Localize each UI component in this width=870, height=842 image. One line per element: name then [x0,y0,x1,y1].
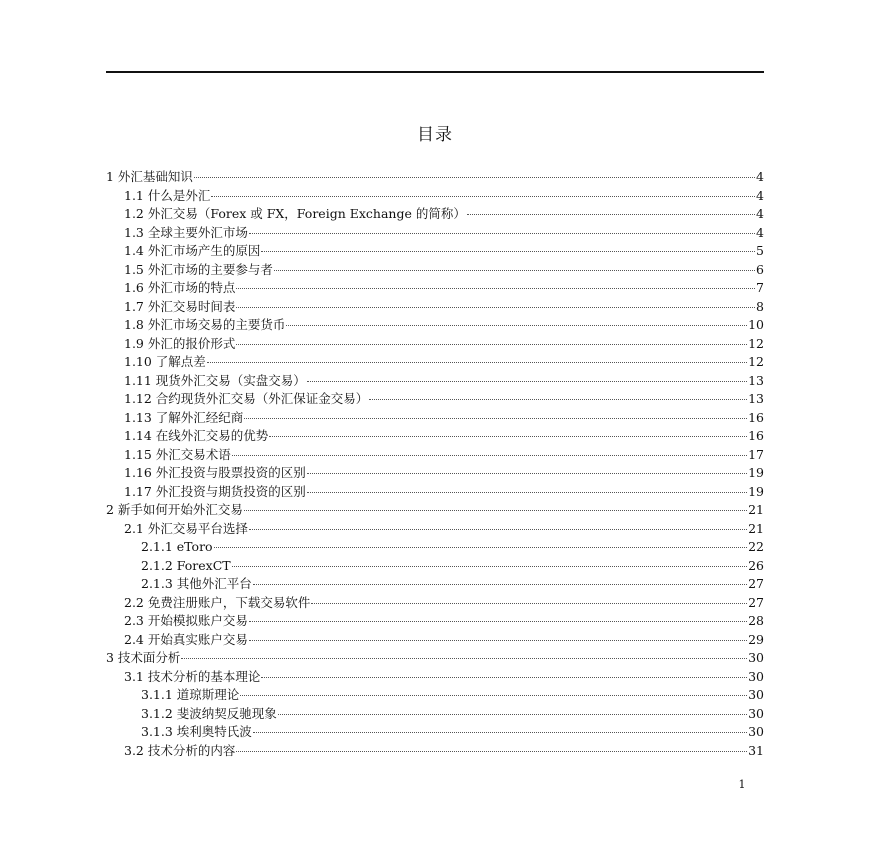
toc-entry-title: 1.6 外汇市场的特点 [124,280,236,295]
toc-entry-title: 3.1 技术分析的基本理论 [124,668,261,684]
toc-entry-page: 31 [748,742,764,758]
toc-entry-title: 3 技术面分析 [106,650,181,665]
dot-leader [194,177,755,178]
dot-leader [249,529,747,530]
toc-entry[interactable] [124,224,764,243]
toc-entry[interactable] [124,520,764,539]
toc-entry[interactable] [124,390,764,409]
toc-entry-page: 8 [756,298,764,314]
toc-entry-page: 7 [756,280,764,295]
toc-entry[interactable] [124,742,764,761]
toc-entry-title: 2.2 免费注册账户，下载交易软件 [124,594,311,610]
toc-entry[interactable] [141,686,764,705]
toc-entry-page: 30 [748,724,764,739]
dot-leader [307,492,747,493]
toc-entry-page: 30 [748,705,764,721]
toc-entry[interactable] [124,464,764,483]
toc-entry-page: 30 [748,650,764,665]
dot-leader [307,473,747,474]
dot-leader [214,547,748,548]
toc-entry-page: 13 [748,391,764,406]
dot-leader [261,251,755,252]
dot-leader [211,196,755,197]
dot-leader [307,381,747,382]
toc-entry-page: 21 [748,520,764,536]
toc-entry-title: 1.8 外汇市场交易的主要货币 [124,317,286,332]
toc-entry-title: 2.1 外汇交易平台选择 [124,520,248,536]
toc-entry-title: 3.1.1 道琼斯理论 [141,687,240,702]
toc-entry-title: 2.4 开始真实账户交易 [124,631,248,647]
toc-entry-title: 1 外汇基础知识 [106,169,193,184]
page-number: 1 [738,778,746,791]
toc-entry-page: 16 [748,409,764,425]
toc-entry[interactable] [141,557,764,576]
toc-entry-page: 4 [756,187,764,203]
toc-entry[interactable] [124,298,764,317]
toc-entry-title: 1.5 外汇市场的主要参与者 [124,261,273,277]
toc-entry-title: 1.11 现货外汇交易（实盘交易） [124,372,306,388]
toc-entry[interactable] [141,575,764,594]
toc-entry-page: 6 [756,261,764,277]
toc-entry-title: 1.2 外汇交易（Forex 或 FX，Foreign Exchange 的简称） [124,206,466,221]
toc-entry-title: 3.1.3 埃利奥特氏波 [141,724,252,739]
toc-entry[interactable] [124,668,764,687]
dot-leader [249,233,755,234]
toc-entry[interactable] [124,261,764,280]
toc-entry-page: 13 [748,372,764,388]
toc-entry-title: 1.10 了解点差 [124,354,206,369]
toc-entry-title: 1.14 在线外汇交易的优势 [124,428,269,443]
toc-entry-title: 1.3 全球主要外汇市场 [124,224,248,240]
toc-title: 目录 [417,125,453,145]
toc-entry[interactable] [124,242,764,261]
toc-entry[interactable] [141,723,764,742]
toc-entry[interactable] [124,279,764,298]
toc-entry[interactable] [124,372,764,391]
toc-entry-page: 19 [748,465,764,480]
dot-leader [244,418,747,419]
dot-leader [232,566,747,567]
dot-leader [244,510,747,511]
toc-entry[interactable] [124,409,764,428]
toc-entry[interactable] [106,501,764,520]
toc-entry[interactable] [124,612,764,631]
toc-entry-title: 1.4 外汇市场产生的原因 [124,243,261,258]
toc-entry[interactable] [124,316,764,335]
toc-entry-title: 1.15 外汇交易术语 [124,446,231,462]
toc-entry-page: 16 [748,428,764,443]
toc-entry-title: 1.1 什么是外汇 [124,187,211,203]
toc-entry[interactable] [124,353,764,372]
toc-entry-title: 2.3 开始模拟账户交易 [124,613,248,628]
toc-entry[interactable] [124,427,764,446]
toc-entry-title: 1.9 外汇的报价形式 [124,335,236,351]
toc-entry[interactable] [141,705,764,724]
toc-entry-title: 1.16 外汇投资与股票投资的区别 [124,465,306,480]
dot-leader [261,677,747,678]
toc-entry-title: 2.1.1 eToro [141,539,213,554]
dot-leader [253,732,747,733]
dot-leader [467,214,755,215]
toc-entry-title: 2.1.2 ForexCT [141,557,231,573]
toc-entry-page: 30 [748,687,764,702]
dot-leader [207,362,747,363]
toc-entry[interactable] [141,538,764,557]
dot-leader [278,714,747,715]
dot-leader [286,325,747,326]
toc-entry-page: 30 [748,668,764,684]
toc-entry-page: 4 [756,206,764,221]
toc-entry-title: 1.13 了解外汇经纪商 [124,409,244,425]
dot-leader [274,270,755,271]
toc-entry-page: 17 [748,446,764,462]
toc-entry-title: 3.1.2 斐波纳契反驰现象 [141,705,277,721]
toc-entry-page: 29 [748,631,764,647]
dot-leader [311,603,747,604]
toc-entry[interactable] [124,446,764,465]
dot-leader [249,640,747,641]
toc-entry-title: 1.12 合约现货外汇交易（外汇保证金交易） [124,391,369,406]
toc-entry[interactable] [124,631,764,650]
dot-leader [369,399,747,400]
toc-entry-page: 4 [756,224,764,240]
dot-leader [249,621,747,622]
dot-leader [181,658,747,659]
toc-entry-page: 22 [748,539,764,554]
toc-entry-title: 1.17 外汇投资与期货投资的区别 [124,483,306,499]
toc-entry-page: 21 [748,502,764,517]
toc-entry-title: 3.2 技术分析的内容 [124,742,236,758]
toc-entry[interactable] [106,168,764,187]
toc-entry-page: 10 [748,317,764,332]
toc-entry-page: 27 [748,594,764,610]
toc-entry[interactable] [124,335,764,354]
dot-leader [236,288,755,289]
toc-entry-page: 26 [748,557,764,573]
dot-leader [269,436,747,437]
toc-entry-page: 28 [748,613,764,628]
toc-entry-page: 27 [748,576,764,591]
toc-entry-title: 2.1.3 其他外汇平台 [141,576,252,591]
header-rule [106,71,764,73]
dot-leader [240,695,747,696]
toc-entry[interactable] [124,594,764,613]
toc-entry-page: 12 [748,335,764,351]
toc-entry-page: 19 [748,483,764,499]
dot-leader [236,344,747,345]
dot-leader [253,584,747,585]
dot-leader [236,751,747,752]
toc-entry[interactable] [124,483,764,502]
dot-leader [236,307,755,308]
toc-entry[interactable] [106,649,764,668]
toc-entry-page: 12 [748,354,764,369]
toc-entry[interactable] [124,187,764,206]
toc-entry-page: 5 [756,243,764,258]
toc-entry-title: 1.7 外汇交易时间表 [124,298,236,314]
dot-leader [232,455,747,456]
toc-entry-page: 4 [756,169,764,184]
toc-entry[interactable] [124,205,764,224]
toc-entry-title: 2 新手如何开始外汇交易 [106,502,243,517]
